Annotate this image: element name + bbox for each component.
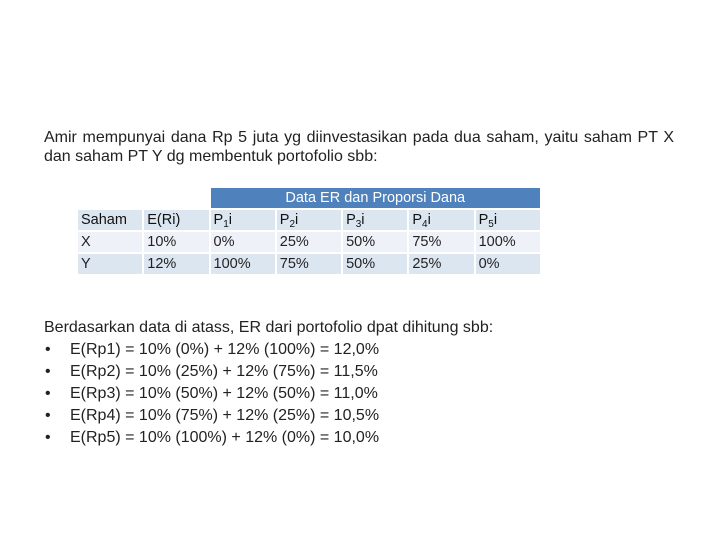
header-saham: Saham bbox=[78, 210, 142, 230]
cell-p1: 0% bbox=[211, 232, 275, 252]
list-item bbox=[44, 383, 684, 405]
header-p5: $P_5i$ bbox=[476, 210, 540, 230]
calculation-text: E(Rp3) = 10% (50%) + 12% (50%) = 11,0% bbox=[70, 385, 378, 402]
list-item bbox=[44, 361, 684, 383]
data-table bbox=[76, 186, 542, 276]
bullet-icon: • bbox=[45, 429, 51, 446]
list-item bbox=[44, 339, 684, 361]
cell-p3: 50% bbox=[343, 254, 407, 274]
cell-p1: 100% bbox=[211, 254, 275, 274]
cell-p2: 25% bbox=[277, 232, 341, 252]
intro-paragraph: Amir mempunyai dana Rp 5 juta yg diinvestasikan pada dua saham, yaitu saham PT X dan saham PT Y dg membentuk portofolio sbb: bbox=[44, 129, 674, 165]
table-header-row bbox=[78, 210, 540, 230]
header-eri: E(Ri) bbox=[144, 210, 208, 230]
cell-p5: 0% bbox=[476, 254, 540, 274]
cell-eri: 12% bbox=[144, 254, 208, 274]
cell-eri: 10% bbox=[144, 232, 208, 252]
data-table-container bbox=[78, 186, 540, 276]
cell-saham: X bbox=[78, 232, 142, 252]
cell-p2: 75% bbox=[277, 254, 341, 274]
calculation-text: E(Rp2) = 10% (25%) + 12% (75%) = 11,5% bbox=[70, 363, 378, 380]
table-title: Data ER dan Proporsi Dana bbox=[211, 188, 540, 208]
calculation-text: E(Rp1) = 10% (0%) + 12% (100%) = 12,0% bbox=[70, 341, 380, 358]
calculation-text: E(Rp5) = 10% (100%) + 12% (0%) = 10,0% bbox=[70, 429, 380, 446]
table-row bbox=[78, 232, 540, 252]
list-item bbox=[44, 427, 684, 449]
cell-p3: 50% bbox=[343, 232, 407, 252]
list-item bbox=[44, 405, 684, 427]
bullet-icon: • bbox=[45, 385, 51, 402]
header-p3: $P_3i$ bbox=[343, 210, 407, 230]
header-p2: $P_2i$ bbox=[277, 210, 341, 230]
cell-p5: 100% bbox=[476, 232, 540, 252]
cell-saham: Y bbox=[78, 254, 142, 274]
calculation-text: E(Rp4) = 10% (75%) + 12% (25%) = 10,5% bbox=[70, 407, 380, 424]
header-p4: $P_4i$ bbox=[409, 210, 473, 230]
cell-p4: 75% bbox=[409, 232, 473, 252]
bullet-icon: • bbox=[45, 363, 51, 380]
bullet-icon: • bbox=[45, 341, 51, 358]
summary-section bbox=[44, 317, 684, 449]
table-row bbox=[78, 254, 540, 274]
table-title-row bbox=[78, 188, 540, 208]
header-p1: $P_1i$ bbox=[211, 210, 275, 230]
bullet-icon: • bbox=[45, 407, 51, 424]
calculation-list bbox=[44, 339, 684, 449]
summary-heading: Berdasarkan data di atass, ER dari portofolio dpat dihitung sbb: bbox=[44, 319, 494, 336]
cell-p4: 25% bbox=[409, 254, 473, 274]
table-title-blank bbox=[78, 188, 209, 208]
